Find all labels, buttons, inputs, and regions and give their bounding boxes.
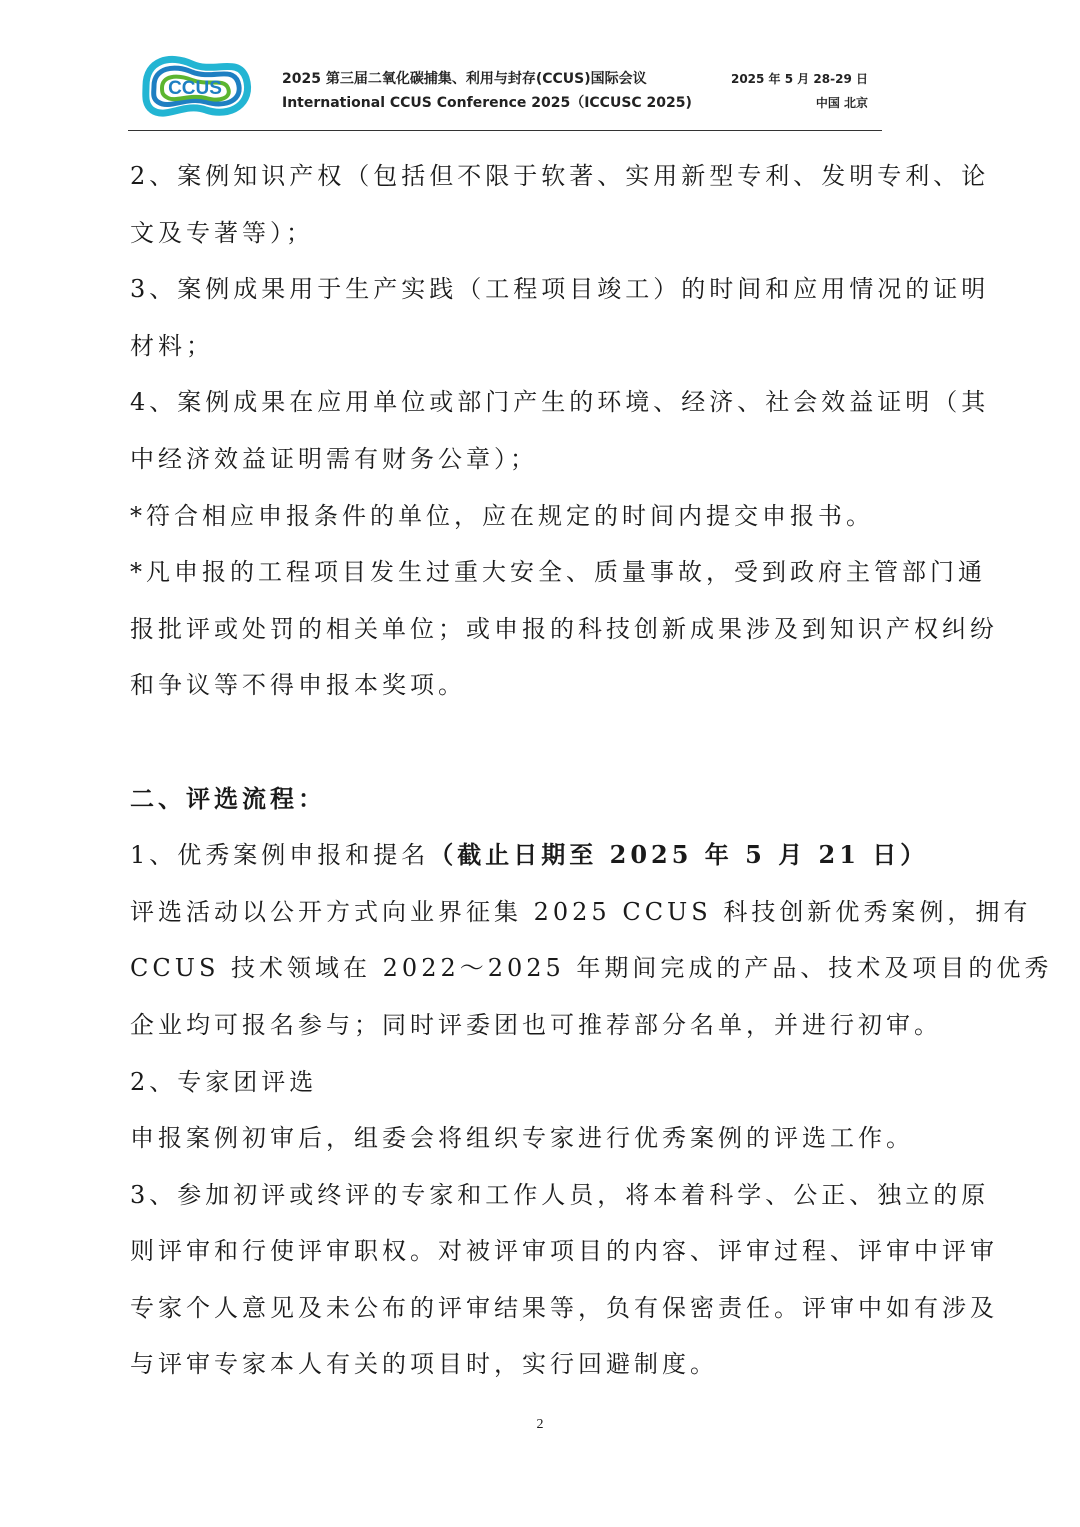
page-header: [0, 0, 1080, 135]
body-line: 和争议等不得申报本奖项。: [130, 671, 466, 700]
section-title: 二、评选流程：: [130, 783, 326, 813]
subsection-1-heading: [130, 827, 952, 884]
body-line: 企业均可报名参与；同时评委团也可推荐部分名单，并进行初审。: [130, 1010, 942, 1039]
page-number: 2: [536, 1417, 544, 1432]
header-divider: [128, 130, 882, 131]
body-line: 2、案例知识产权（包括但不限于软著、实用新型专利、发明专利、论: [130, 162, 990, 190]
conference-meta: [720, 67, 868, 115]
body-line: 报批评或处罚的相关单位；或申报的科技创新成果涉及到知识产权纠纷: [130, 614, 998, 643]
body-line: CCUS 技术领域在 2022～2025 年期间完成的产品、技术及项目的优秀: [130, 954, 1053, 983]
logo-text: CCUS: [168, 78, 222, 99]
subsection-2-heading: 2、专家团评选: [130, 1067, 318, 1096]
paragraph-gap: [130, 714, 952, 771]
body-line: 则评审和行使评审职权。对被评审项目的内容、评审过程、评审中评审: [130, 1237, 998, 1266]
body-line: 专家个人意见及未公布的评审结果等，负有保密责任。评审中如有涉及: [130, 1293, 998, 1322]
body-line: 4、案例成果在应用单位或部门产生的环境、经济、社会效益证明（其: [130, 388, 990, 417]
body-line: 材料；: [130, 331, 214, 360]
conference-title: [282, 67, 742, 115]
body-line: 申报案例初审后，组委会将组织专家进行优秀案例的评选工作。: [130, 1124, 914, 1153]
conference-title-cn: 2025 第三届二氧化碳捕集、利用与封存(CCUS)国际会议: [282, 71, 647, 87]
body-line: 中经济效益证明需有财务公章）；: [130, 444, 538, 473]
body-line: 3、案例成果用于生产实践（工程项目竣工）的时间和应用情况的证明: [130, 275, 990, 304]
conference-location: 中国 北京: [815, 96, 868, 110]
body-line: 3、参加初评或终评的专家和工作人员，将本着科学、公正、独立的原: [130, 1180, 990, 1209]
ccus-logo: [136, 48, 254, 124]
deadline-text: （截止日期至 2025 年 5 月 21 日）: [429, 840, 929, 870]
subsection-1-label: 1、优秀案例申报和提名: [130, 841, 430, 870]
conference-date: 2025 年 5 月 28-29 日: [730, 72, 868, 86]
body-line: *符合相应申报条件的单位，应在规定的时间内提交申报书。: [130, 501, 874, 530]
document-body: [130, 148, 1053, 1393]
body-line: 文及专著等）；: [130, 218, 314, 247]
body-line: 评选活动以公开方式向业界征集 2025 CCUS 科技创新优秀案例，拥有: [130, 897, 1032, 926]
body-line: 与评审专家本人有关的项目时，实行回避制度。: [130, 1350, 718, 1379]
body-line: *凡申报的工程项目发生过重大安全、质量事故，受到政府主管部门通: [130, 558, 986, 587]
conference-title-en: International CCUS Conference 2025（ICCUSC 2025): [282, 95, 692, 111]
